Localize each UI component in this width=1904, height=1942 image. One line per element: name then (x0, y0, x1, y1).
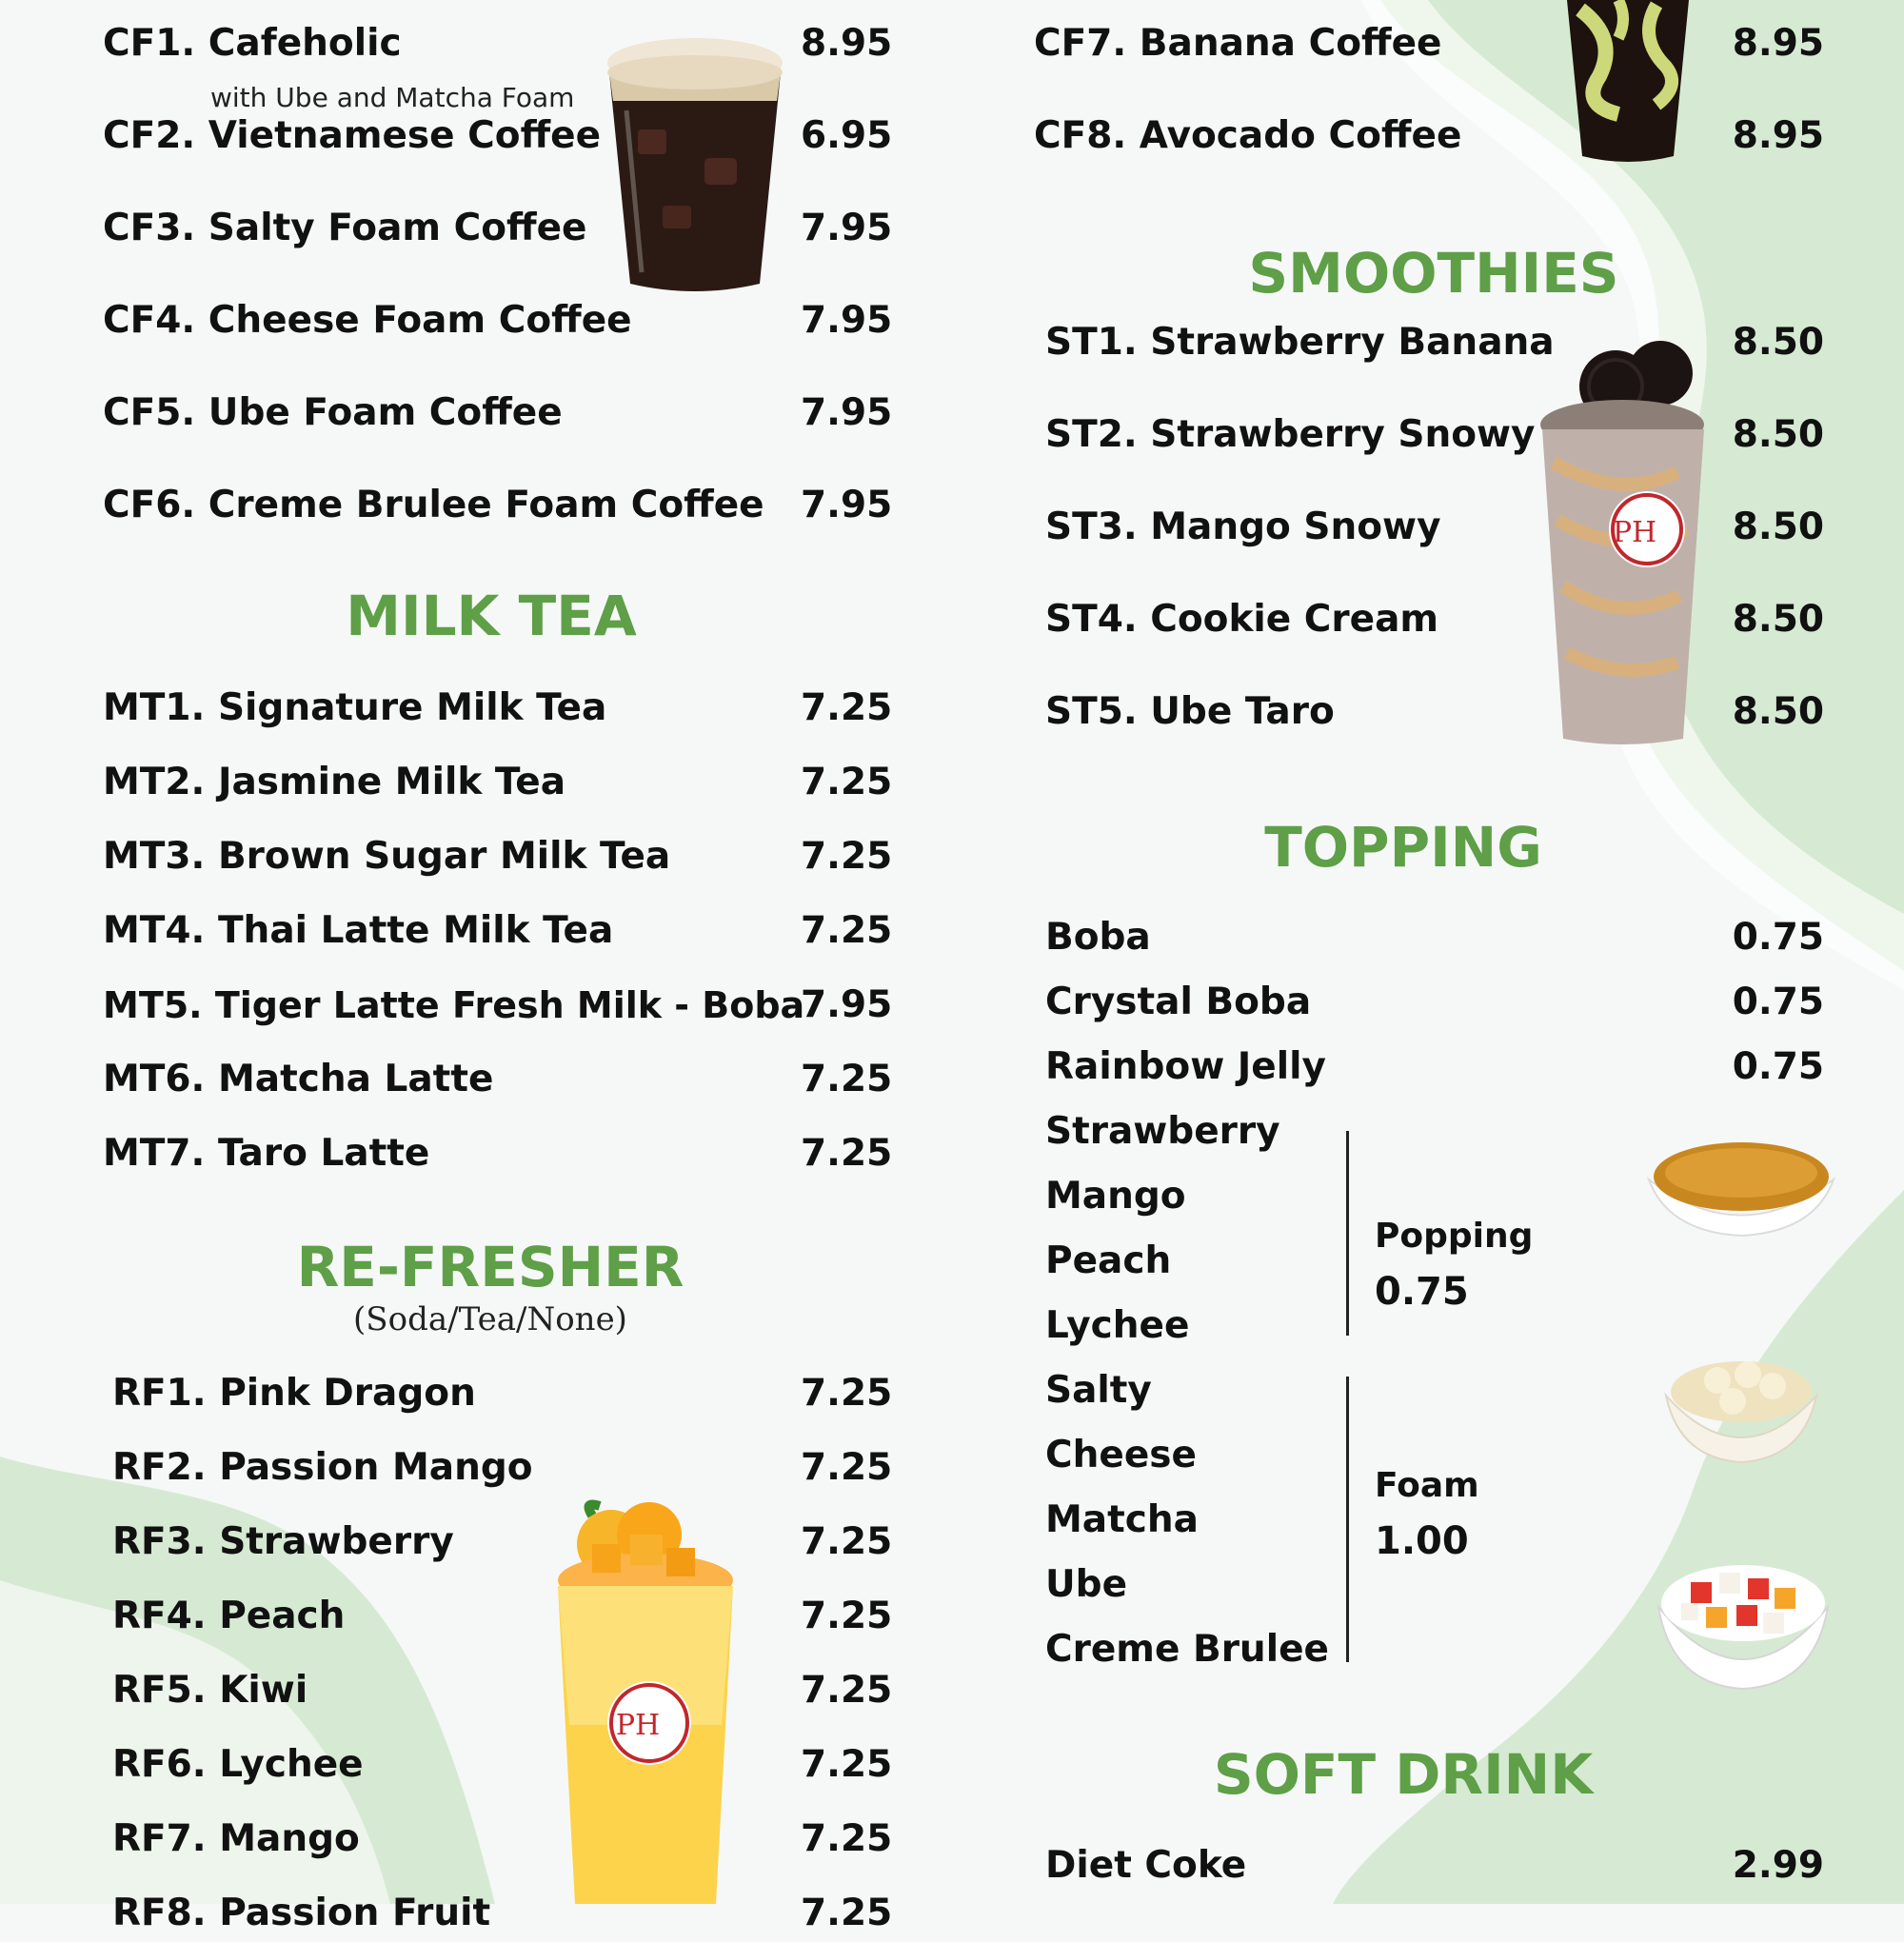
section-title-topping: TOPPING (1264, 815, 1542, 880)
section-title-milk-tea: MILK TEA (346, 584, 637, 648)
item-price: 7.25 (801, 1520, 893, 1563)
item-code: ST5. (1045, 690, 1138, 733)
item-price: 8.50 (1732, 413, 1824, 456)
soft-drink-item-diet-coke (1034, 1837, 1824, 1894)
item-price: 8.50 (1732, 690, 1824, 733)
item-name: Peach (219, 1595, 346, 1637)
item-code: CF1. (103, 22, 196, 65)
menu-item-mt2 (103, 754, 893, 811)
item-price: 7.25 (801, 835, 893, 878)
item-name: Signature Milk Tea (217, 686, 607, 729)
foam-flavor: Matcha (1045, 1498, 1199, 1541)
item-code: ST1. (1045, 321, 1138, 364)
foam-flavor: Salty (1045, 1369, 1152, 1412)
menu-item-rf8 (103, 1885, 893, 1934)
item-code: MT3. (103, 835, 206, 878)
topping-item-rainbow-jelly (1034, 1039, 1824, 1096)
item-price: 7.25 (801, 1058, 893, 1100)
item-name: Diet Coke (1045, 1844, 1247, 1887)
item-name: Jasmine Milk Tea (217, 761, 566, 803)
item-price: 8.50 (1732, 505, 1824, 548)
section-title-soft-drink: SOFT DRINK (1213, 1742, 1594, 1807)
item-price: 8.95 (801, 22, 893, 65)
item-code: RF6. (112, 1743, 207, 1786)
menu-item-mt6 (103, 1051, 893, 1108)
menu-item-mt5 (103, 977, 893, 1034)
item-name: Strawberry Banana (1150, 321, 1555, 364)
foam-flavor: Ube (1045, 1563, 1128, 1606)
item-name: Strawberry Snowy (1150, 413, 1536, 456)
item-name: Rainbow Jelly (1045, 1045, 1326, 1088)
item-name: Brown Sugar Milk Tea (217, 835, 671, 878)
item-code: ST3. (1045, 505, 1138, 548)
menu-item-st4 (1034, 591, 1824, 648)
item-name: Strawberry (219, 1520, 454, 1563)
popping-flavor: Strawberry (1045, 1110, 1280, 1153)
menu-item-mt1 (103, 680, 893, 737)
item-code: MT6. (103, 1058, 206, 1100)
smoothie-cup-logo: PH (1612, 516, 1657, 549)
item-code: MT1. (103, 686, 206, 729)
popping-label: Popping (1375, 1217, 1534, 1256)
item-name: Thai Latte Milk Tea (217, 909, 614, 952)
item-name: Salty Foam Coffee (208, 207, 587, 249)
topping-item-crystal-boba (1034, 974, 1824, 1031)
item-name: Banana Coffee (1139, 22, 1442, 65)
item-price: 7.25 (801, 761, 893, 803)
menu-item-cf6 (103, 477, 893, 534)
item-code: CF3. (103, 207, 196, 249)
item-price: 7.95 (801, 484, 893, 526)
item-name: Ube Taro (1150, 690, 1335, 733)
item-price: 7.25 (801, 1446, 893, 1489)
item-code: RF3. (112, 1520, 207, 1563)
item-code: MT2. (103, 761, 206, 803)
item-name: Vietnamese Coffee (208, 114, 602, 157)
item-code: ST2. (1045, 413, 1138, 456)
item-code: CF4. (103, 299, 196, 342)
item-code: RF2. (112, 1446, 207, 1489)
item-price: 0.75 (1732, 1045, 1824, 1088)
item-code: RF7. (112, 1817, 207, 1860)
rainbow-jelly-bowl-image (1653, 1550, 1834, 1693)
menu-item-cf1 (103, 15, 893, 113)
crystal-boba-bowl-image (1660, 1346, 1822, 1465)
item-price: 0.75 (1732, 916, 1824, 959)
popping-flavor: Lychee (1045, 1304, 1190, 1347)
item-price: 0.75 (1732, 981, 1824, 1023)
item-name: Boba (1045, 916, 1151, 959)
topping-item-boba (1034, 909, 1824, 966)
item-code: CF7. (1034, 22, 1127, 65)
item-name: Mango Snowy (1150, 505, 1441, 548)
item-price: 7.25 (801, 686, 893, 729)
item-price: 7.95 (801, 207, 893, 249)
item-price: 8.50 (1732, 321, 1824, 364)
menu-item-rf6 (103, 1736, 893, 1793)
item-code: RF8. (112, 1892, 207, 1934)
item-name: Cheese Foam Coffee (208, 299, 632, 342)
popping-flavor: Peach (1045, 1239, 1172, 1282)
menu-item-cf2 (103, 108, 893, 165)
menu-item-cf8 (1034, 108, 1824, 165)
menu-item-mt4 (103, 902, 893, 960)
section-title-smoothies: SMOOTHIES (1248, 241, 1619, 306)
item-price: 7.25 (801, 1892, 893, 1934)
item-name: Pink Dragon (219, 1372, 476, 1415)
menu-item-mt3 (103, 828, 893, 885)
menu-item-st1 (1034, 314, 1824, 371)
foam-label: Foam (1375, 1466, 1479, 1505)
item-price: 7.25 (801, 1595, 893, 1637)
item-price: 8.95 (1732, 22, 1824, 65)
item-price: 7.25 (801, 1372, 893, 1415)
item-name: Mango (219, 1817, 360, 1860)
item-note: with Ube and Matcha Foam (210, 82, 575, 113)
item-code: RF4. (112, 1595, 207, 1637)
item-price: 7.25 (801, 1669, 893, 1712)
item-code: CF8. (1034, 114, 1127, 157)
menu-item-rf3 (103, 1514, 893, 1571)
menu-item-st5 (1034, 684, 1824, 741)
foam-group-divider (1346, 1377, 1349, 1662)
menu-item-st2 (1034, 406, 1824, 464)
item-name: Matcha Latte (217, 1058, 494, 1100)
item-name: Passion Mango (219, 1446, 533, 1489)
menu-item-rf2 (103, 1439, 893, 1496)
menu-item-rf1 (103, 1365, 893, 1422)
item-price: 6.95 (801, 114, 893, 157)
item-name: Ube Foam Coffee (208, 391, 563, 434)
menu-item-cf4 (103, 292, 893, 349)
item-price: 8.95 (1732, 114, 1824, 157)
item-name: Passion Fruit (219, 1892, 491, 1934)
item-code: MT5. (103, 984, 203, 1026)
item-price: 2.99 (1732, 1844, 1824, 1887)
item-price: 7.95 (801, 299, 893, 342)
menu-item-cf3 (103, 200, 893, 257)
popping-boba-bowl-image (1643, 1137, 1839, 1237)
item-price: 7.25 (801, 909, 893, 952)
item-name: Creme Brulee Foam Coffee (208, 484, 764, 526)
item-code: MT7. (103, 1132, 206, 1175)
item-name: Avocado Coffee (1139, 114, 1462, 157)
item-name: Crystal Boba (1045, 981, 1312, 1023)
menu-item-cf5 (103, 385, 893, 442)
item-name: Kiwi (219, 1669, 308, 1712)
item-code: MT4. (103, 909, 206, 952)
menu-item-rf5 (103, 1662, 893, 1719)
section-title-refresher: RE-FRESHER (296, 1235, 684, 1299)
item-price: 7.95 (801, 391, 893, 434)
item-price: 7.95 (801, 983, 893, 1026)
item-code: ST4. (1045, 598, 1138, 641)
item-name: Tiger Latte Fresh Milk - Boba (214, 984, 805, 1026)
item-price: 7.25 (801, 1817, 893, 1860)
item-code: CF6. (103, 484, 196, 526)
menu-item-rf7 (103, 1811, 893, 1868)
popping-group-divider (1346, 1131, 1349, 1336)
item-price: 8.50 (1732, 598, 1824, 641)
item-price: 7.25 (801, 1743, 893, 1786)
foam-flavor: Cheese (1045, 1434, 1197, 1476)
item-code: RF5. (112, 1669, 207, 1712)
foam-flavor: Creme Brulee (1045, 1628, 1329, 1671)
item-name: Cookie Cream (1150, 598, 1439, 641)
menu-item-cf7 (1034, 15, 1824, 72)
item-name: Cafeholic (208, 22, 402, 65)
item-price: 7.25 (801, 1132, 893, 1175)
item-code: CF2. (103, 114, 196, 157)
item-code: RF1. (112, 1372, 207, 1415)
popping-flavor: Mango (1045, 1175, 1186, 1218)
popping-price: 0.75 (1375, 1270, 1469, 1314)
menu-item-mt7 (103, 1125, 893, 1182)
item-code: CF5. (103, 391, 196, 434)
refresher-cup-logo: PH (615, 1709, 661, 1742)
foam-price: 1.00 (1375, 1519, 1469, 1563)
item-name: Lychee (219, 1743, 364, 1786)
item-name: Taro Latte (217, 1132, 430, 1175)
menu-item-rf4 (103, 1588, 893, 1645)
section-subtitle-refresher: (Soda/Tea/None) (353, 1300, 627, 1338)
menu-item-st3 (1034, 499, 1824, 556)
